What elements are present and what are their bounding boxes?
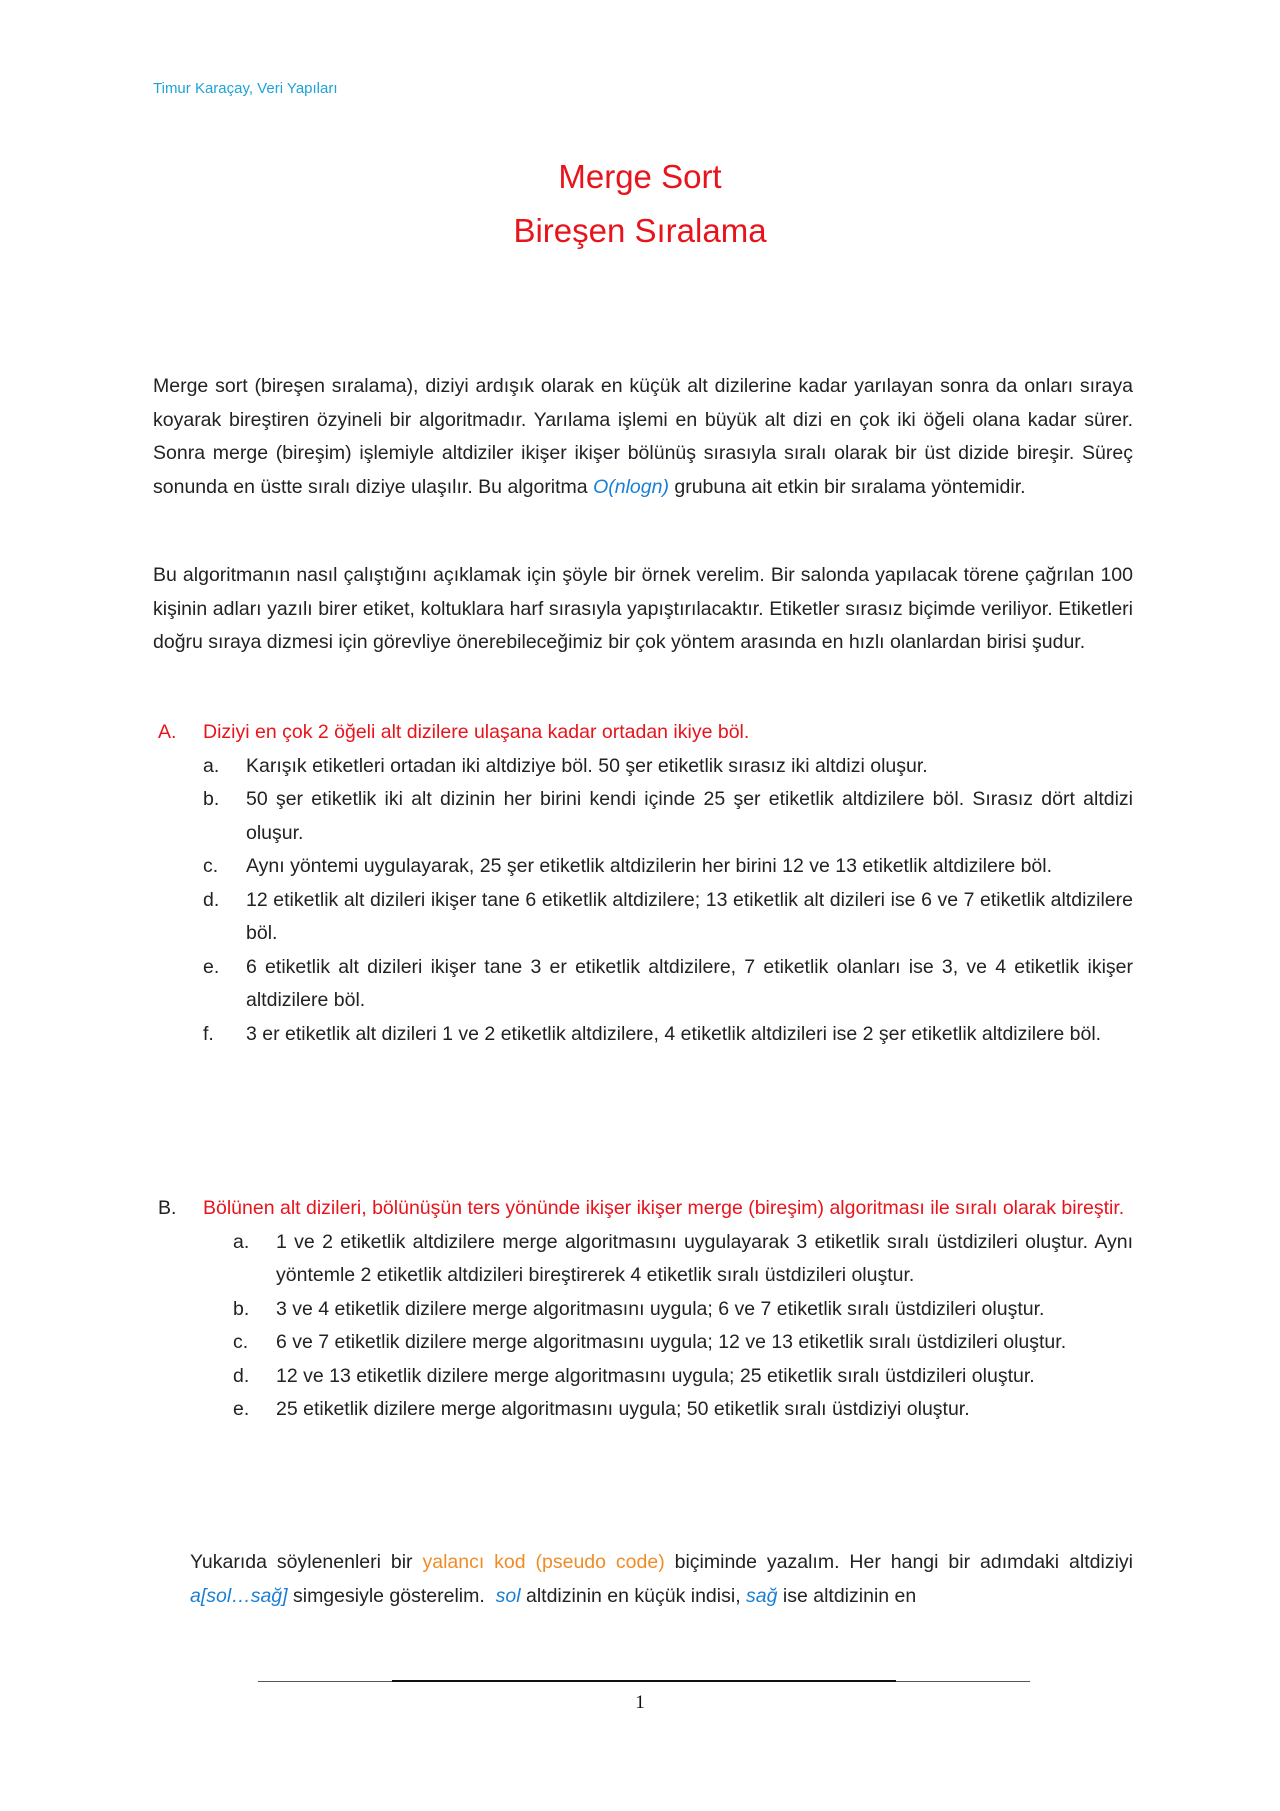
list-item-text: 3 er etiketlik alt dizileri 1 ve 2 etiketlik altdizilere, 4 etiketlik altdizileri ise 2 şer etiketlik altdizilere böl. xyxy=(246,1022,1102,1045)
list-item xyxy=(153,1360,1133,1394)
list-item-text: 6 etiketlik alt dizileri ikişer tane 3 er etiketlik altdizilere, 7 etiketlik olanları ise 3, ve 4 etiketlik ikişer altdizilere böl. xyxy=(246,955,1133,1011)
page-number: 1 xyxy=(635,1692,645,1713)
pseudo-text-4: altdizinin en küçük indisi, xyxy=(520,1584,747,1607)
sag-term: sağ xyxy=(746,1584,778,1607)
list-item-text: Karışık etiketleri ortadan iki altdiziye böl. 50 şer etiketlik sırasız iki altdizi oluşur. xyxy=(246,754,928,777)
list-item-label: c. xyxy=(203,855,219,877)
list-item-text: 50 şer etiketlik iki alt dizinin her birini kendi içinde 25 şer etiketlik altdizilere böl. Sırasız dört altdizi oluşur. xyxy=(246,788,1133,844)
example-paragraph: Bu algoritmanın nasıl çalıştığını açıklamak için şöyle bir örnek verelim. Bir salonda yapılacak törene çağrılan 100 kişinin adları yazılı birer etiket, koltuklara harf sırasıyla yapıştırılacaktır. Etiketler sırasız biçimde veriliyor. Etiketleri doğru sıraya dizmesi için görevliye önerebileceğimiz bir çok yöntem arasında en hızlı olanlardan birisi şudur. xyxy=(153,564,1133,653)
section-b-heading-text: Bölünen alt dizileri, bölünüşün ters yönünde ikişer ikişer merge (bireşim) algoritması ile sıralı olarak bireştir. xyxy=(203,1197,1125,1219)
list-item xyxy=(153,783,1133,850)
page-title xyxy=(0,150,1280,258)
list-item-text: 6 ve 7 etiketlik dizilere merge algoritmasını uygula; 12 ve 13 etiketlik sıralı üstdizileri oluştur. xyxy=(276,1331,1067,1353)
pseudo-text-3: simgesiyle gösterelim. xyxy=(287,1584,496,1607)
list-item xyxy=(153,750,1133,784)
section-a xyxy=(153,716,1133,1051)
list-item-label: e. xyxy=(233,1398,250,1420)
list-item xyxy=(153,1018,1133,1052)
list-item xyxy=(153,850,1133,884)
title-line-1: Merge Sort xyxy=(558,158,722,195)
list-item xyxy=(153,1226,1133,1293)
section-a-heading-text: Diziyi en çok 2 öğeli alt dizilere ulaşana kadar ortadan ikiye böl. xyxy=(203,721,750,743)
list-item xyxy=(153,1293,1133,1327)
pseudo-code-term: yalancı kod (pseudo code) xyxy=(422,1551,665,1573)
list-item-text: Aynı yöntemi uygulayarak, 25 şer etiketlik altdizilerin her birini 12 ve 13 etiketlik altdizilere böl. xyxy=(246,855,1053,877)
list-item xyxy=(153,884,1133,951)
section-b-label: B. xyxy=(158,1197,177,1219)
intro-text-1: Merge sort (bireşen sıralama), diziyi ardışık olarak en küçük alt dizilerine kadar yarılayan sonra da onları sıraya koyarak bireştiren özyineli bir algoritmadır. Yarılama işlemi en büyük alt dizi en çok iki öğeli olana kadar sürer. Sonra merge (bireşim) işlemiyle altdiziler ikişer ikişer bölünüş sırasıyla sıralı olarak bir üst dizide bireşir. Süreç sonunda en üstte sıralı diziye ulaşılır. Bu algoritma xyxy=(153,375,1133,498)
complexity-notation: O(nlogn) xyxy=(593,475,669,498)
list-item xyxy=(153,951,1133,1018)
list-item-text: 25 etiketlik dizilere merge algoritmasını uygula; 50 etiketlik sıralı üstdiziyi oluştur. xyxy=(276,1398,970,1420)
list-item-text: 12 etiketlik alt dizileri ikişer tane 6 etiketlik altdizilere; 13 etiketlik alt dizileri ise 6 ve 7 etiketlik altdizilere böl. xyxy=(246,888,1133,944)
section-a-list xyxy=(153,750,1133,1052)
list-item xyxy=(153,1326,1133,1360)
list-item-label: a. xyxy=(203,754,220,777)
subarray-notation: a[sol…sağ] xyxy=(190,1584,288,1607)
list-item-text: 1 ve 2 etiketlik altdizilere merge algoritmasını uygulayarak 3 etiketlik sıralı üstdizileri oluştur. Aynı yöntemle 2 etiketlik altdizileri bireştirerek 4 etiketlik sıralı üstdizileri oluştur. xyxy=(276,1230,1133,1286)
section-a-label: A. xyxy=(158,721,177,743)
section-b xyxy=(153,1192,1133,1427)
intro-paragraph xyxy=(153,370,1133,504)
list-item-label: b. xyxy=(203,788,220,810)
list-item-label: d. xyxy=(233,1364,250,1387)
list-item-label: a. xyxy=(233,1230,250,1253)
pseudo-text-2: biçiminde yazalım. Her hangi bir adımdaki altdiziyi xyxy=(664,1551,1133,1573)
list-item-label: c. xyxy=(233,1331,249,1353)
pseudo-text-5: ise altdizinin en xyxy=(777,1584,917,1607)
section-b-list xyxy=(153,1226,1133,1427)
sol-term: sol xyxy=(495,1584,521,1607)
list-item-label: f. xyxy=(203,1022,214,1045)
list-item-text: 12 ve 13 etiketlik dizilere merge algoritmasını uygula; 25 etiketlik sıralı üstdizileri oluştur. xyxy=(276,1364,1035,1387)
list-item-label: b. xyxy=(233,1297,250,1320)
list-item-label: e. xyxy=(203,955,220,978)
footer-divider-bold xyxy=(392,1680,896,1682)
running-header: Timur Karaçay, Veri Yapıları xyxy=(153,80,338,97)
list-item-text: 3 ve 4 etiketlik dizilere merge algoritmasını uygula; 6 ve 7 etiketlik sıralı üstdizileri oluştur. xyxy=(276,1297,1045,1320)
list-item-label: d. xyxy=(203,888,220,911)
section-a-heading xyxy=(153,716,1133,750)
list-item xyxy=(153,1393,1133,1427)
pseudo-code-paragraph xyxy=(190,1546,1133,1613)
section-b-heading xyxy=(153,1192,1133,1226)
title-line-2: Bireşen Sıralama xyxy=(513,212,767,249)
intro-text-2: grubuna ait etkin bir sıralama yöntemidir. xyxy=(668,475,1026,498)
pseudo-text-1: Yukarıda söylenenleri bir xyxy=(190,1551,423,1573)
